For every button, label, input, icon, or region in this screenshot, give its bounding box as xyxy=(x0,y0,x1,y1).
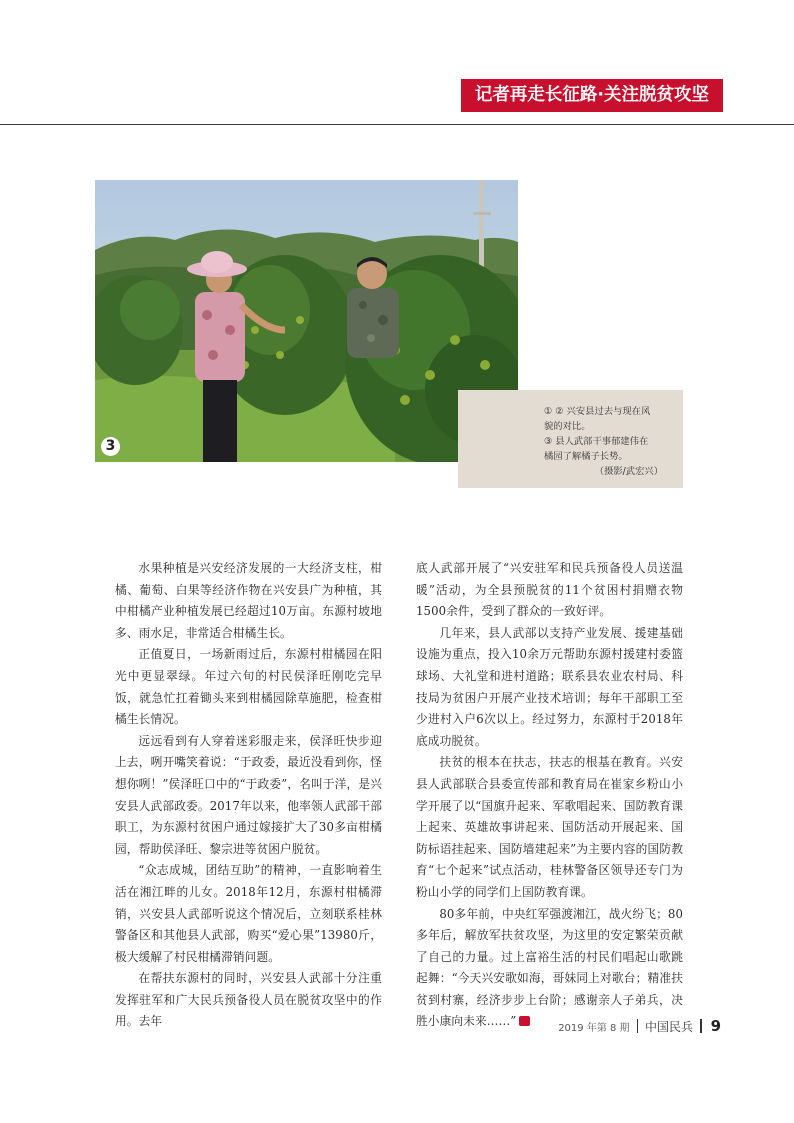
article-paragraph-text: 80多年前，中央红军强渡湘江，战火纷飞；80多年后，解放军扶贫攻坚，为这里的安定繁荣贡献了自己的力量。过上富裕生活的村民们唱起山歌跳起舞：“今天兴安歌如海，哥妹同上对歌台；精准扶贫到村寨，经济步步上台阶；感谢亲人子弟兵，决胜小康向未来……” xyxy=(416,906,683,1029)
footer-divider xyxy=(637,1019,639,1033)
orchard-photo-image xyxy=(95,180,518,462)
photo-number-badge: 3 xyxy=(101,437,120,456)
article-paragraph: 几年来，县人武部以支持产业发展、援建基础设施为重点，投入10余万元帮助东源村援建村委篮球场、大礼堂和进村道路；联系县农业农村局、科技局为贫困户开展产业技术培训；每年干部职工至少进村入户6次以上。经过努力，东源村于2018年底成功脱贫。 xyxy=(416,625,683,748)
caption-line: 貌的对比。 xyxy=(544,421,591,432)
page-number: 9 xyxy=(710,1017,721,1035)
article-paragraph: 在帮扶东源村的同时，兴安县人武部十分注重发挥驻军和广大民兵预备役人员在脱贫攻坚中的作用。去年 xyxy=(115,971,382,1029)
article-paragraph: “众志成城，团结互助”的精神，一直影响着生活在湘江畔的儿女。2018年12月，东源村柑橘滞销，兴安县人武部听说这个情况后，立刻联系桂林警备区和其他县人武部，购买“爱心果”13980斤，极大缓解了村民柑橘滞销问题。 xyxy=(115,863,382,964)
article-paragraph: 水果种植是兴安经济发展的一大经济支柱，柑橘、葡萄、白果等经济作物在兴安县广为种植，其中柑橘产业种植发展已经超过10万亩。东源村坡地多、雨水足，非常适合柑橘生长。 xyxy=(115,561,382,640)
article-paragraph: 扶贫的根本在扶志，扶志的根基在教育。兴安县人武部联合县委宣传部和教育局在崔家乡粉山小学开展了以“国旗升起来、军歌唱起来、国防教育课上起来、英雄故事讲起来、国防活动开展起来、国防标语挂起来、国防墙建起来”为主要内容的国防教育“七个起来”试点活动，桂林警备区领导还专门为粉山小学的同学们上国防教育课。 xyxy=(416,755,683,899)
caption-line: ① ② 兴安县过去与现在风 xyxy=(544,406,651,417)
end-mark-icon xyxy=(519,1016,530,1026)
footer-issue: 2019 年第 8 期 xyxy=(558,1022,630,1034)
article-paragraph: 远远看到有人穿着迷彩服走来，侯泽旺快步迎上去，咧开嘴笑着说：“于政委，最近没看到你，怪想你咧！”侯泽旺口中的“于政委”，名叫于洋，是兴安县人武部政委。2017年以来，他率领人武部干部职工，为东源村贫困户通过嫁接扩大了30多亩柑橘园，帮助侯泽旺、黎宗进等贫困户脱贫。 xyxy=(115,733,382,856)
article-paragraph: 底人武部开展了“兴安驻军和民兵预备役人员送温暖”活动，为全县预脱贫的11个贫困村捐赠衣物1500余件，受到了群众的一致好评。 xyxy=(416,561,683,619)
article-paragraph-final xyxy=(416,904,683,1034)
section-banner: 记者再走长征路·关注脱贫攻坚 xyxy=(461,79,723,112)
footer-magazine-name: 中国民兵 xyxy=(645,1019,694,1034)
footer-divider xyxy=(700,1019,702,1033)
caption-line: 橘园了解橘子长势。 xyxy=(544,451,628,462)
article-column-left xyxy=(115,558,382,1033)
photo-credit: （摄影/武宏兴） xyxy=(594,466,663,477)
page-footer xyxy=(558,1016,721,1036)
header-rule xyxy=(0,124,794,125)
article-column-right xyxy=(416,558,683,1033)
article-paragraph: 正值夏日，一场新雨过后，东源村柑橘园在阳光中更显翠绿。年过六旬的村民侯泽旺刚吃完早饭，就急忙扛着锄头来到柑橘园除草施肥，检查柑橘生长情况。 xyxy=(115,647,382,727)
photo-caption xyxy=(458,390,683,488)
caption-line: ③ 县人武部干事郁建伟在 xyxy=(544,436,649,447)
orchard-photo xyxy=(95,180,518,462)
